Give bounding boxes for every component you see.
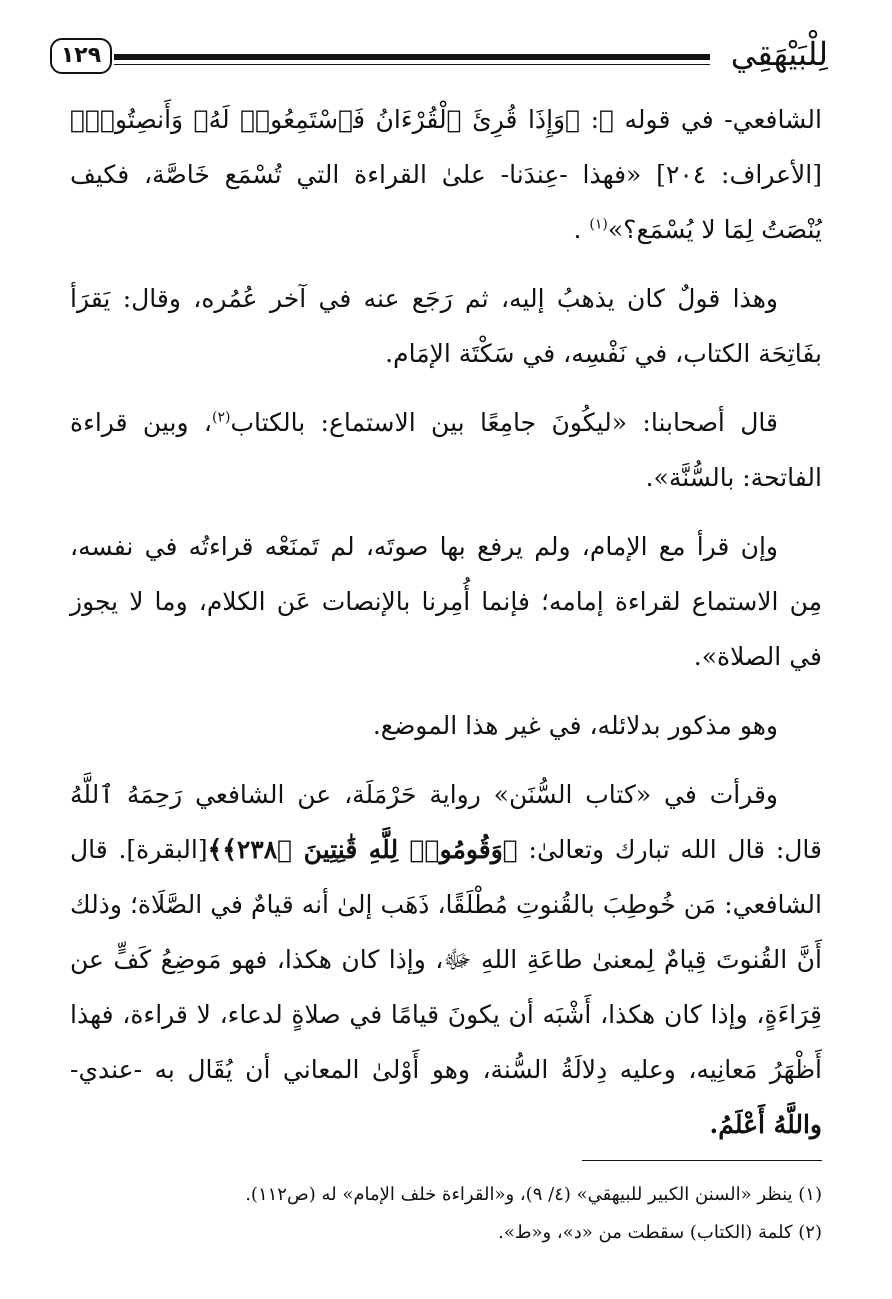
paragraph-6 [70,767,822,1152]
paragraph-4: وإن قرأ مع الإمام، ولم يرفع بها صوتَه، لم تَمنَعْه قراءتُه في نفسه، مِن الاستماع لقراءة إمامه؛ فإنما أُمِرنا بالإنصات عَن الكلام، وما لا يجوز في الصلاة». [70,532,822,671]
footnote-2: (٢) كلمة (الكتاب) سقطت من «د»، و«ط». [498,1222,822,1243]
footnote-ref-1: (١) [589,216,608,233]
footnote-1: (١) ينظر «السنن الكبير للبيهقي» (٤/ ٩)، و«القراءة خلف الإمام» له (ص١١٢). [245,1184,822,1205]
running-title: لِلْبَيْهَقِي [730,35,828,73]
paragraph-3 [70,395,822,505]
paragraph-1 [70,92,822,257]
paragraph-3-text-b: ، وبين قراءة الفاتحة: بالسُّنَّة». [70,408,822,492]
paragraph-3-text-a: قال أصحابنا: «ليكُونَ جامِعًا بين الاستماع: بالكتاب [230,408,778,437]
footnote-ref-2: (٢) [212,409,231,426]
paragraph-1-end: . [573,215,590,244]
paragraph-1-text: الشافعي- في قوله ﷻ: ﴿وَإِذَا قُرِئَ ٱلْقُرْءَانُ فَٱسْتَمِعُوا۟ لَهُۥ وَأَنصِتُوا۟﴾ [الأعراف: ٢٠٤] «فهذا -عِندَنا- علىٰ القراءة التي تُسْمَع خَاصَّة، فكيف يُنْصَتُ لِمَا لا يُسْمَع؟» [70,105,823,244]
closing-phrase: واللَّهُ أَعْلَمُ. [709,1110,822,1139]
footnotes [70,1176,822,1252]
paragraph-6-text-a: وقرأت في «كتاب السُّنَن» رواية حَرْمَلَة، عن الشافعي رَحِمَهُ ٱللَّهُ قال: قال الله تبارك وتعالىٰ: [70,780,823,864]
quran-verse: ﴿وَقُومُوا۟ لِلَّهِ قَٰنِتِينَ ﴿٢٣٨﴾﴾ [207,835,518,864]
page-header [50,30,828,80]
main-text [70,92,822,1166]
paragraph-2: وهذا قولٌ كان يذهبُ إليه، ثم رَجَع عنه في آخر عُمُره، وقال: يَقرَأ بفَاتِحَة الكتاب، في نَفْسِه، في سَكْتَة الإمَام. [70,284,822,368]
footnote-separator [582,1160,822,1161]
paragraph-5: وهو مذكور بدلائله، في غير هذا الموضع. [372,711,778,740]
header-rule-thin [114,64,710,65]
header-rule-thick [114,54,710,60]
page-number: ١٢٩ [50,38,112,74]
paragraph-6-text-b: [البقرة]. قال الشافعي: مَن خُوطِبَ بالقُنوتِ مُطْلَقًا، ذَهَب إلىٰ أنه قيامٌ في الصَّلَاة؛ وذلك أَنَّ القُنوتَ قِيامٌ لِمعنىٰ طاعَةِ اللهِ ﷻ، وإذا كان هكذا، فهو مَوضِعُ كَفٍّ عن قِرَاءَةٍ، وإذا كان هكذا، أَشْبَه أن يكونَ قيامًا في صلاةٍ لدعاء، لا قراءة، فهذا أَظْهَرُ مَعانِيه، وعليه دِلالَةُ السُّنة، وهو أَوْلىٰ المعاني أن يُقَال به -عندي- [70,835,822,1084]
